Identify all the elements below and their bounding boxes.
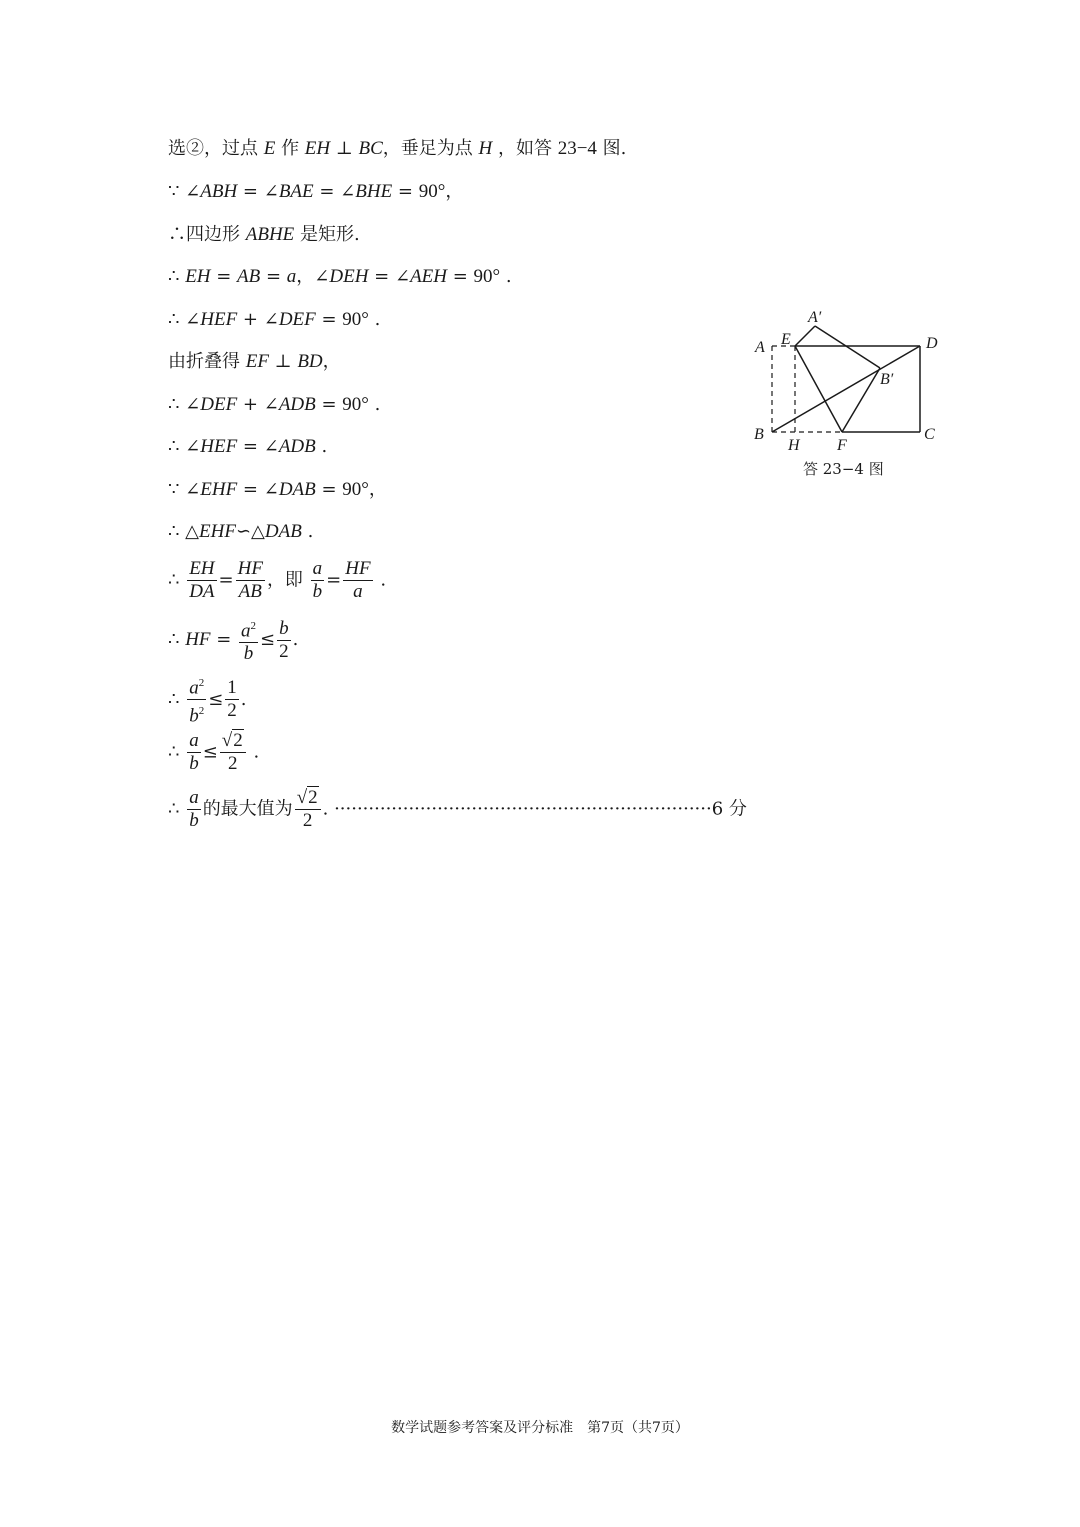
solution-line-13: ∴ $\frac{a^2}{b^2}$ ≤ $\frac{1}{2}$ . xyxy=(168,672,247,728)
label-H: H xyxy=(788,437,800,454)
geometry-figure xyxy=(748,305,948,455)
segment-B-prime-F xyxy=(842,368,880,432)
solution-line-8: ∴ ∠HEF = ∠ADB . xyxy=(168,436,328,457)
label-D: D xyxy=(926,335,938,352)
label-A-prime: A′ xyxy=(808,309,822,326)
solution-line-7: ∴ ∠DEF + ∠ADB = 90° . xyxy=(168,394,381,415)
solution-line-2: ∵ ∠ABH = ∠BAE = ∠BHE = 90°， xyxy=(168,181,464,202)
solution-line-11: ∴ $\frac{EH}{DA}$ = $\frac{HF}{AB}$ ，即 $\frac{a}{b}$ = $\frac{HF}{a}$ . xyxy=(168,558,387,602)
solution-line-9: ∵ ∠EHF = ∠DAB = 90°， xyxy=(168,479,387,500)
label-E: E xyxy=(781,331,791,348)
label-C: C xyxy=(924,426,935,443)
solution-line-4: ∴ EH = AB = a，∠DEH = ∠AEH = 90° . xyxy=(168,266,512,287)
solution-line-3: ∴四边形 ABHE 是矩形. xyxy=(168,224,360,245)
segment-EA-prime xyxy=(795,326,815,346)
label-A: A xyxy=(755,339,765,356)
label-B-prime: B′ xyxy=(880,371,894,388)
solution-line-1: 选②，过点 E 作 EH ⊥ BC，垂足为点 H ，如答 23−4 图. xyxy=(168,138,627,159)
label-B: B xyxy=(754,426,764,443)
segment-EF xyxy=(795,346,842,432)
segment-BD xyxy=(772,346,920,432)
label-F: F xyxy=(837,437,847,454)
solution-line-14: ∴ $\frac{a}{b}$ ≤ $\frac{√2}{2}$ . xyxy=(168,730,260,774)
solution-line-10: ∴ △EHF∽△DAB . xyxy=(168,521,314,542)
segment-A-prime-B-prime xyxy=(815,326,880,368)
solution-line-5: ∴ ∠HEF + ∠DEF = 90° . xyxy=(168,309,381,330)
solution-line-12: ∴ HF = $\frac{a^2}{b}$ ≤ $\frac{b}{2}$ . xyxy=(168,615,298,665)
figure-caption: 答 23−4 图 xyxy=(803,460,884,478)
page-footer: 数学试题参考答案及评分标准 第7页（共7页） xyxy=(391,1420,689,1436)
solution-line-6: 由折叠得 EF ⊥ BD， xyxy=(168,351,341,372)
solution-line-15: ∴ $\frac{a}{b}$ 的最大值为 $\frac{√2}{2}$ . ··································································6 分 xyxy=(168,787,747,831)
